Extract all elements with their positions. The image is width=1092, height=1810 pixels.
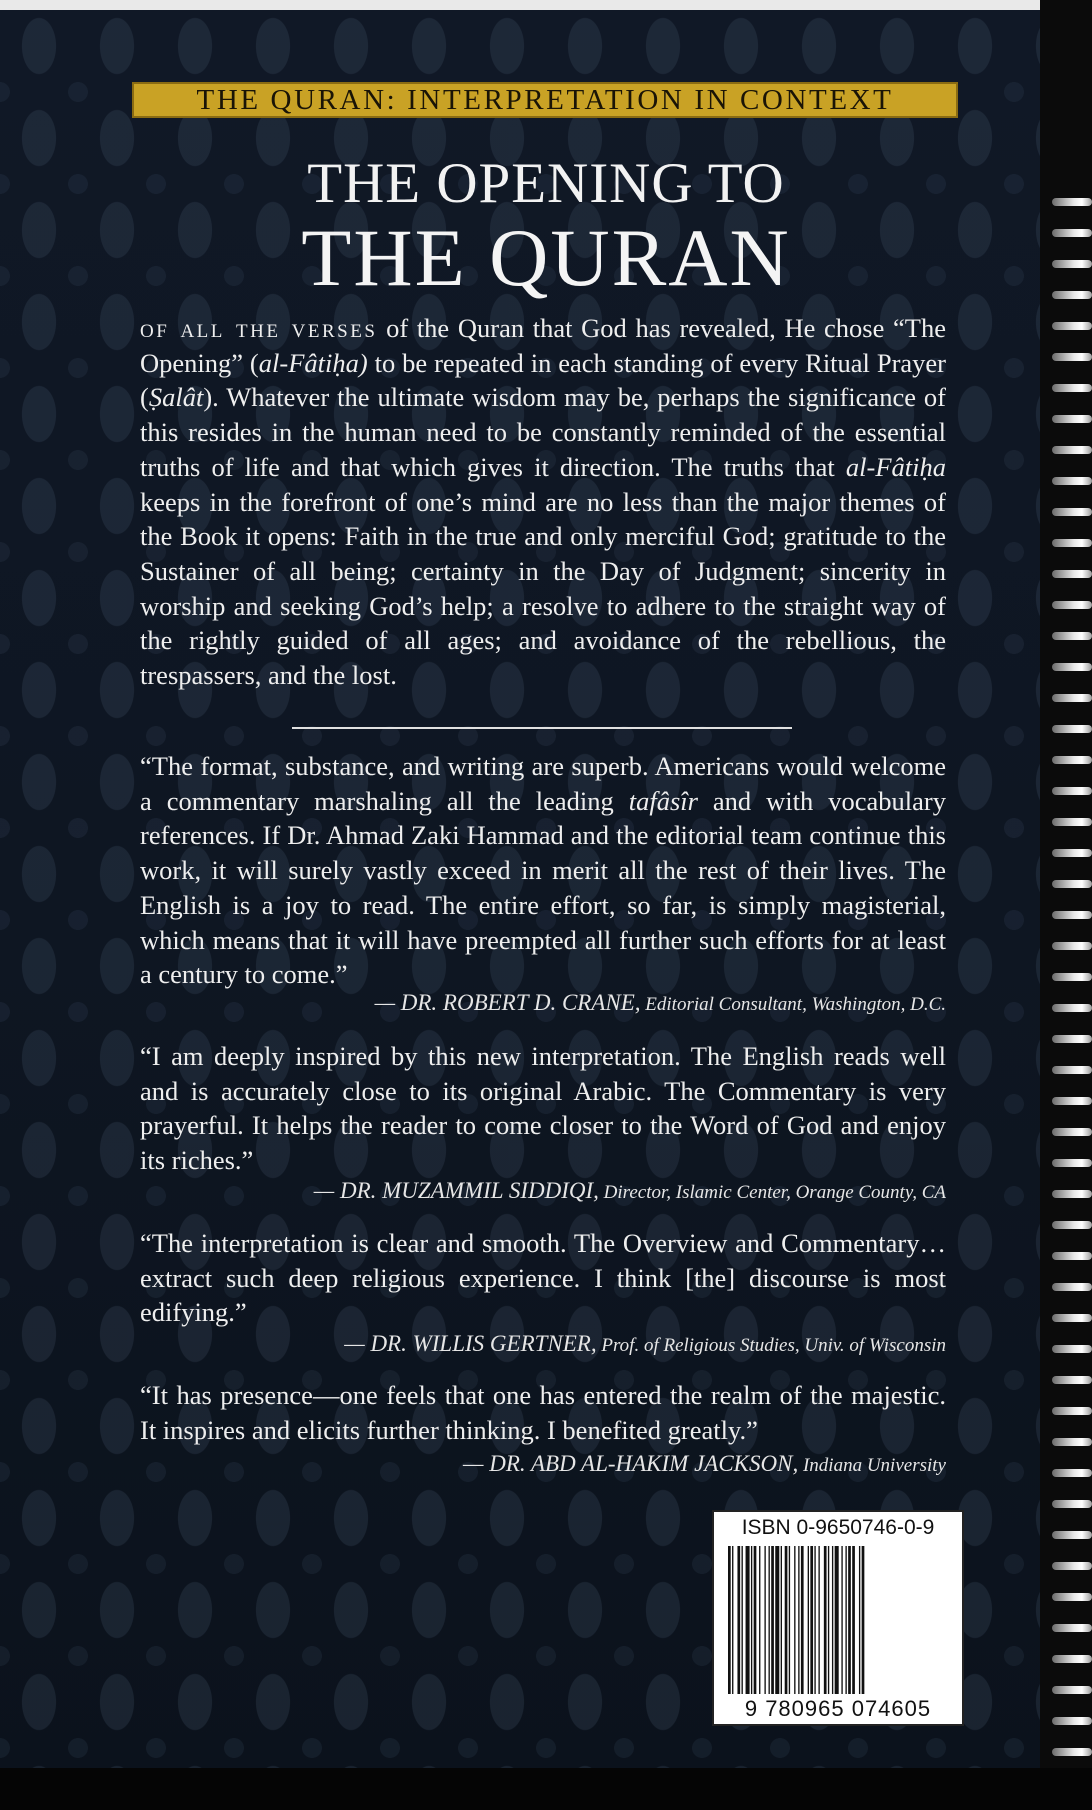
spiral-coil: [1052, 1531, 1092, 1539]
quote-1-text-a: “The format, substance, and writing are superb. Americans would welcome a commentary marshaling all the leading: [140, 751, 946, 816]
barcode-bar: [824, 1546, 827, 1694]
bottom-edge: [0, 1768, 1092, 1810]
spiral-coil: [1052, 1748, 1092, 1756]
spiral-coil: [1052, 1624, 1092, 1632]
barcode-bar: [737, 1546, 740, 1694]
barcode-bar: [759, 1546, 760, 1694]
title-line-2: THE QURAN: [301, 212, 791, 303]
spiral-coil: [1052, 1314, 1092, 1322]
quote-1-attribution: [140, 988, 946, 1020]
spiral-coil: [1052, 756, 1092, 764]
intro-term-fatiha: al-Fâtiḥa): [258, 347, 368, 378]
quote-4-role: Indiana University: [798, 1455, 946, 1476]
spiral-coil: [1052, 911, 1092, 919]
spiral-coil: [1052, 384, 1092, 392]
quote-1-term: tafâsîr: [628, 785, 698, 816]
intro-paragraph: [140, 311, 946, 693]
series-banner: THE QURAN: INTERPRETATION IN CONTEXT: [132, 82, 958, 118]
barcode-bar: [818, 1546, 819, 1694]
barcode-bar: [845, 1546, 846, 1694]
spiral-coil: [1052, 570, 1092, 578]
barcode-bar: [852, 1546, 855, 1694]
spiral-coil: [1052, 1128, 1092, 1136]
barcode-bar: [848, 1546, 851, 1694]
spiral-coil: [1052, 1345, 1092, 1353]
spiral-coil: [1052, 787, 1092, 795]
barcode-bar: [769, 1546, 770, 1694]
spiral-coil: [1052, 322, 1092, 330]
spiral-coil: [1052, 663, 1092, 671]
isbn-label: ISBN 0-9650746-0-9: [741, 1516, 935, 1539]
spiral-coil: [1052, 601, 1092, 609]
barcode-bar: [832, 1546, 833, 1694]
spiral-coil: [1052, 446, 1092, 454]
quote-4-author: — DR. ABD AL-HAKIM JACKSON,: [463, 1451, 799, 1476]
divider-rule: [292, 727, 792, 729]
spiral-coil: [1052, 1035, 1092, 1043]
spiral-coil: [1052, 1562, 1092, 1570]
spiral-coil: [1052, 818, 1092, 826]
quote-1-text-b: and with vocabulary references. If Dr. Ahmad Zaki Hammad and the editorial team continue this work, it will surely vastly exceed in merit all the rest of their lives. The English is a joy to read. The entire effort, so far, is simply magisterial, which means that it will have preempted all further such efforts for at least a century to come.”: [140, 785, 946, 990]
barcode-bar: [789, 1546, 790, 1694]
quote-4: “It has presence—one feels that one has entered the realm of the majestic. It inspires and elicits further thinking. I benefited greatly.”: [140, 1380, 946, 1445]
spiral-coil: [1052, 1221, 1092, 1229]
intro-text-2: to be repeated in each standing of every Ritual Prayer (: [140, 347, 946, 413]
spiral-coil: [1052, 353, 1092, 361]
barcode-bar: [814, 1546, 815, 1694]
spiral-coil: [1052, 1500, 1092, 1508]
spiral-coil: [1052, 1717, 1092, 1725]
spiral-coil: [1052, 725, 1092, 733]
intro-term-fatiha-2: al-Fâtiḥa: [845, 451, 946, 482]
quote-2: “I am deeply inspired by this new interpretation. The English reads well and is accurately close to its original Arabic. The Commentary is very prayerful. It helps the reader to come closer to the Word of God and enjoy its riches.”: [140, 1041, 946, 1176]
spiral-coil: [1052, 1407, 1092, 1415]
spiral-coil: [1052, 508, 1092, 516]
quote-1: [140, 749, 946, 992]
barcode-bar: [862, 1546, 865, 1694]
quote-1-role: Editorial Consultant, Washington, D.C.: [640, 994, 946, 1015]
spiral-coil: [1052, 1004, 1092, 1012]
barcode-bars: [726, 1546, 954, 1694]
spiral-coil: [1052, 1283, 1092, 1291]
barcode-bar: [732, 1546, 733, 1694]
quote-3-author: — DR. WILLIS GERTNER,: [344, 1331, 597, 1356]
barcode-bar: [794, 1546, 795, 1694]
spiral-coil: [1052, 1190, 1092, 1198]
barcode-bar: [828, 1546, 829, 1694]
spiral-coil: [1052, 1655, 1092, 1663]
barcode-bar: [859, 1546, 860, 1694]
spiral-coil: [1052, 477, 1092, 485]
barcode-bar: [775, 1546, 779, 1694]
barcode-bar: [764, 1546, 765, 1694]
barcode-bar: [754, 1546, 757, 1694]
intro-text-3: ). Whatever the ultimate wisdom may be, perhaps the significance of this resides in the human need to be constantly reminded of the essential truths of life and that which gives it direction. The truths that: [140, 382, 946, 482]
spiral-coil: [1052, 1097, 1092, 1105]
barcode-bar: [781, 1546, 782, 1694]
title-line-1: THE OPENING TO: [307, 152, 785, 215]
spiral-coil: [1052, 849, 1092, 857]
intro-text-1: of the Quran that God has revealed, He chose “The Opening” (: [140, 313, 946, 378]
spiral-coil: [1052, 539, 1092, 547]
barcode-bar: [746, 1546, 750, 1694]
barcode-bar: [808, 1546, 809, 1694]
quote-4-attribution: [140, 1449, 946, 1481]
spiral-coil: [1052, 1159, 1092, 1167]
spiral-coil: [1052, 1593, 1092, 1601]
quote-3-role: Prof. of Religious Studies, Univ. of Wisconsin: [596, 1335, 946, 1356]
barcode-bar: [728, 1546, 731, 1694]
quote-3-attribution: [140, 1329, 946, 1361]
intro-lead: of all the verses: [140, 313, 378, 343]
quote-2-author: — DR. MUZAMMIL SIDDIQI,: [313, 1178, 599, 1203]
top-page-edge: [0, 0, 1092, 10]
spiral-coil: [1052, 632, 1092, 640]
spiral-coil: [1052, 942, 1092, 950]
barcode-bar: [785, 1546, 788, 1694]
spiral-coil: [1052, 1438, 1092, 1446]
spiral-coil: [1052, 880, 1092, 888]
barcode-bar: [742, 1546, 743, 1694]
quote-2-role: Director, Islamic Center, Orange County, CA: [598, 1182, 946, 1203]
spiral-coil: [1052, 1469, 1092, 1477]
barcode-bar: [801, 1546, 804, 1694]
spiral-coil: [1052, 1066, 1092, 1074]
intro-term-salat: Ṣalât: [148, 382, 204, 413]
barcode-bar: [798, 1546, 799, 1694]
spiral-coil: [1052, 973, 1092, 981]
quote-2-attribution: [140, 1176, 946, 1208]
barcode-bar: [771, 1546, 774, 1694]
spiral-coil: [1052, 415, 1092, 423]
barcode-bar: [835, 1546, 839, 1694]
quote-1-author: — DR. ROBERT D. CRANE,: [374, 990, 641, 1015]
barcode-bar: [841, 1546, 842, 1694]
ean-number: 9 780965 074605: [744, 1696, 932, 1721]
spiral-coil: [1052, 694, 1092, 702]
spiral-coil: [1052, 1686, 1092, 1694]
spiral-coil: [1052, 1252, 1092, 1260]
barcode-bar: [810, 1546, 813, 1694]
spiral-coil: [1052, 1376, 1092, 1384]
barcode-bar: [751, 1546, 752, 1694]
isbn-barcode: [712, 1510, 964, 1726]
quote-3: “The interpretation is clear and smooth. The Overview and Commentary…extract such deep religious experience. I think [the] discourse is most edifying.”: [140, 1228, 946, 1328]
intro-text-4: keeps in the forefront of one’s mind are no less than the major themes of the Book it opens: Faith in the true and only merciful God; gratitude to the Sustainer of all being; certainty in the Day of Judgment; sincerity in worship and seeking God’s help; a resolve to adhere to the straight way of the rightly guided of all ages; and avoidance of the rebellious, the trespassers, and the lost.: [140, 486, 946, 691]
